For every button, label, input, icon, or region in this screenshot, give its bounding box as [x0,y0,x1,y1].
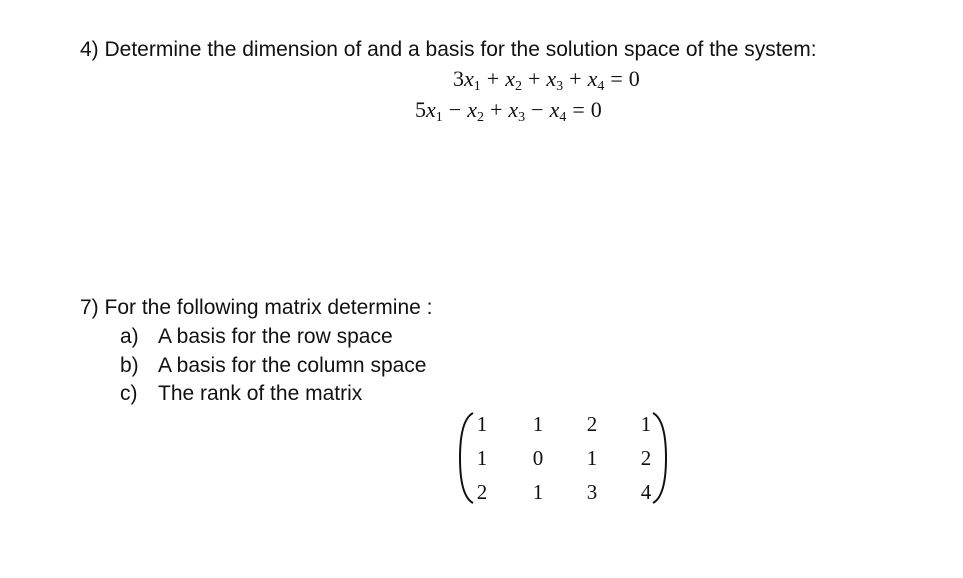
part-b [120,354,426,378]
equals: = [610,66,623,91]
var: x [587,66,598,91]
sub: 1 [473,79,481,94]
var: x [549,97,560,122]
sub: 4 [559,110,567,125]
part-text: The rank of the matrix [158,382,363,405]
equation-2 [415,97,602,123]
equals: = [572,97,585,122]
operator: − [531,97,544,122]
part-letter: b) [120,354,139,377]
part-text: A basis for the row space [158,325,393,348]
matrix [458,410,668,506]
matrix-cell: 2 [640,446,652,470]
sub: 2 [476,110,484,125]
var: x [464,66,474,91]
sub: 4 [597,79,605,94]
coef: 3 [453,66,464,91]
rhs: 0 [628,66,640,91]
part-letter: a) [120,325,139,348]
operator: − [448,97,462,122]
operator: + [489,97,503,122]
matrix-cell: 1 [532,480,544,504]
sub: 3 [556,79,564,94]
coef: 5 [415,97,426,122]
matrix-cell: 2 [586,412,598,436]
var: x [426,97,436,122]
part-a [120,325,393,349]
matrix-cell: 3 [586,480,598,504]
operator: + [527,66,541,91]
matrix-cell: 2 [476,480,488,504]
rhs: 0 [590,97,602,122]
matrix-cell: 4 [640,480,652,504]
var: x [505,66,515,91]
sub: 1 [435,110,443,125]
matrix-cell: 1 [586,446,598,470]
var: x [508,97,519,122]
part-letter: c) [120,382,138,405]
part-text: A basis for the column space [158,354,427,377]
matrix-cell: 1 [532,412,544,436]
matrix-cell: 1 [476,412,488,436]
equation-1 [453,66,640,92]
matrix-cell: 0 [532,446,544,470]
sub: 2 [514,79,522,94]
var: x [546,66,557,91]
part-c [120,382,362,406]
sub: 3 [518,110,526,125]
question-4-title: 4) Determine the dimension of and a basis for the solution space of the system: [80,38,817,61]
operator: + [569,66,582,91]
matrix-cell: 1 [640,412,652,436]
matrix-cell: 1 [476,446,488,470]
var: x [467,97,477,122]
operator: + [486,66,500,91]
question-7-title: 7) For the following matrix determine : [80,296,433,319]
